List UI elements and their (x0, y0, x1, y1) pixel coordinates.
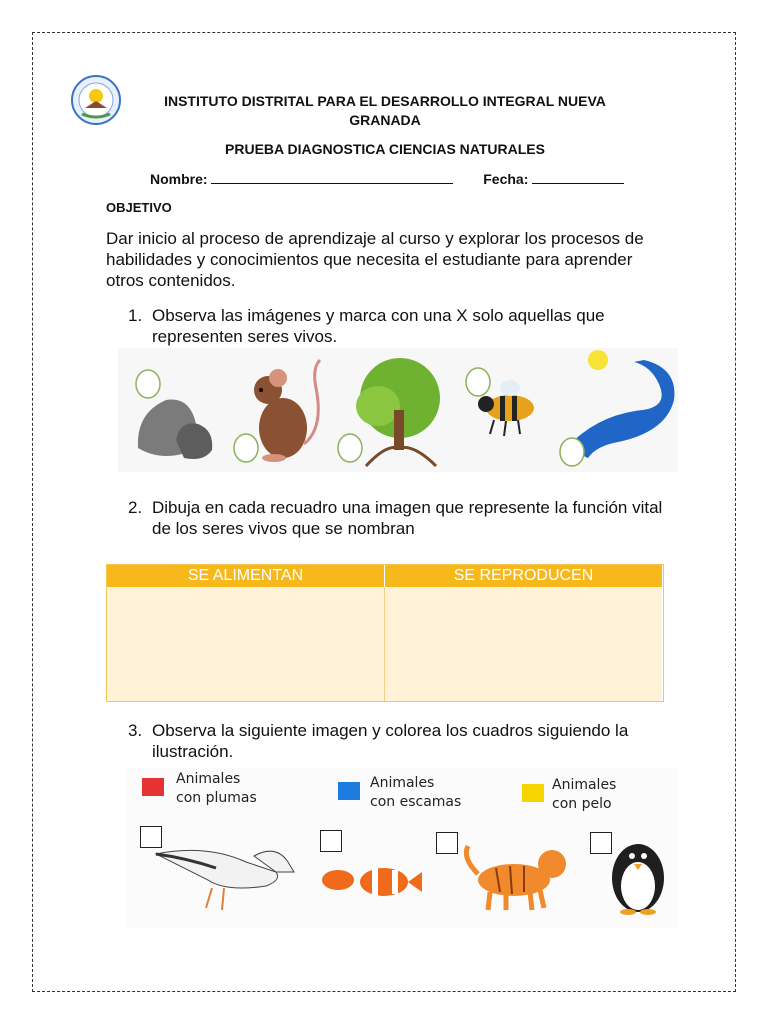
legend-line: Animales (176, 771, 241, 787)
question-number: 1. (128, 306, 143, 325)
question-number: 3. (128, 721, 143, 740)
legend-line: con plumas (176, 790, 257, 806)
answer-circle[interactable] (466, 368, 490, 396)
answer-circle[interactable] (560, 438, 584, 466)
legend-line: con escamas (370, 794, 462, 810)
life-functions-table (106, 564, 664, 702)
column-header-reproduce: SE REPRODUCEN (385, 565, 662, 587)
column-header-feed: SE ALIMENTAN (107, 565, 384, 587)
legend-line: Animales (552, 777, 617, 793)
name-field[interactable] (211, 170, 453, 184)
answer-circle[interactable] (338, 434, 362, 462)
legend-line: Animales (370, 775, 435, 791)
question-text: Dibuja en cada recuadro una imagen que represente la función vital de los seres vivos que se nombran (152, 498, 663, 538)
name-date-row (150, 170, 624, 187)
question-2 (128, 497, 668, 539)
institution-title: INSTITUTO DISTRITAL PARA EL DESARROLLO INTEGRAL NUEVA GRANADA (164, 93, 606, 128)
objective-text: Dar inicio al proceso de aprendizaje al curso y explorar los procesos de habilidades y conocimientos que necesita el estudiante para aprender otros contenidos. (106, 229, 644, 290)
question-text: Observa las imágenes y marca con una X solo aquellas que representen seres vivos. (152, 306, 605, 346)
animal-classification-area (126, 768, 678, 928)
living-things-images (118, 348, 678, 472)
question-1 (128, 305, 668, 347)
drawing-box-feed[interactable] (107, 587, 384, 701)
penguin-icon (612, 844, 664, 915)
clownfish-icon (322, 868, 422, 896)
name-label: Nombre: (150, 171, 208, 187)
question-text: Observa la siguiente imagen y colorea los cuadros siguiendo la ilustración. (152, 721, 629, 761)
river-icon (566, 350, 674, 458)
date-field[interactable] (532, 170, 624, 184)
question-3 (128, 720, 668, 762)
answer-circle[interactable] (234, 434, 258, 462)
legend-line: con pelo (552, 796, 612, 812)
test-title: PRUEBA DIAGNOSTICA CIENCIAS NATURALES (225, 141, 545, 157)
school-logo (70, 74, 122, 126)
answer-circle[interactable] (136, 370, 160, 398)
question-number: 2. (128, 498, 143, 517)
date-label: Fecha: (483, 171, 529, 187)
seagull-icon (156, 850, 294, 910)
tiger-cat-icon (466, 846, 566, 910)
mouse-icon (254, 360, 320, 462)
objective-heading: OBJETIVO (106, 200, 172, 215)
tree-icon (356, 358, 440, 466)
drawing-box-reproduce[interactable] (385, 587, 662, 701)
rock-icon (138, 400, 212, 460)
